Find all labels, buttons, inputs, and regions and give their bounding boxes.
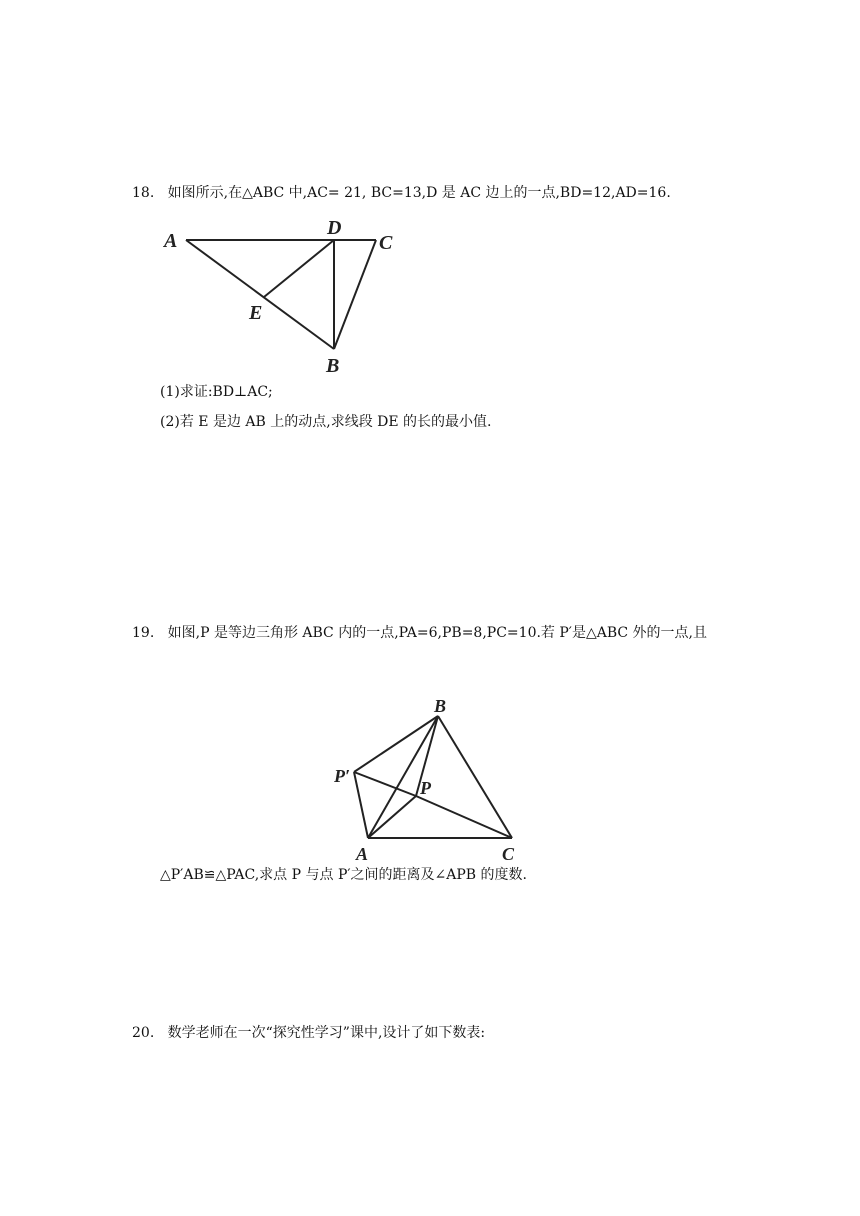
segment-BC — [438, 716, 512, 838]
label-E: E — [249, 302, 263, 324]
q18-number: 18. — [132, 185, 155, 201]
q20-number: 20. — [132, 1025, 155, 1041]
q18-part2: (2)若 E 是边 AB 上的动点,求线段 DE 的长的最小值. — [160, 414, 492, 430]
label-A: A — [356, 844, 369, 864]
label-B: B — [326, 355, 340, 377]
segment-PPp — [354, 772, 416, 796]
q18-text: 如图所示,在△ABC 中,AC= 21, BC=13,D 是 AC 边上的一点,BD=12,AD=16. — [167, 185, 671, 201]
q18-part1: (1)求证:BD⊥AC; — [160, 384, 273, 400]
segment-AB — [368, 716, 438, 838]
label-P: P — [420, 778, 431, 798]
q19-continuation: △P′AB≌△PAC,求点 P 与点 P′之间的距离及∠APB 的度数. — [160, 867, 527, 883]
label-C: C — [379, 232, 393, 254]
label-A: A — [164, 230, 178, 252]
segment-PpA — [354, 772, 368, 838]
q19-text: 如图,P 是等边三角形 ABC 内的一点,PA=6,PB=8,PC=10.若 P′是△ABC 外的一点,且 — [167, 625, 708, 641]
segment-PC — [416, 796, 512, 838]
q20-stem — [132, 1024, 485, 1042]
label-B: B — [434, 696, 447, 716]
label-P-prime: P′ — [334, 766, 351, 786]
q19-number: 19. — [132, 625, 155, 641]
q20-text: 数学老师在一次“探究性学习”课中,设计了如下数表: — [167, 1025, 486, 1041]
label-D: D — [327, 217, 342, 239]
segment-PA — [368, 796, 416, 838]
label-C: C — [502, 844, 515, 864]
